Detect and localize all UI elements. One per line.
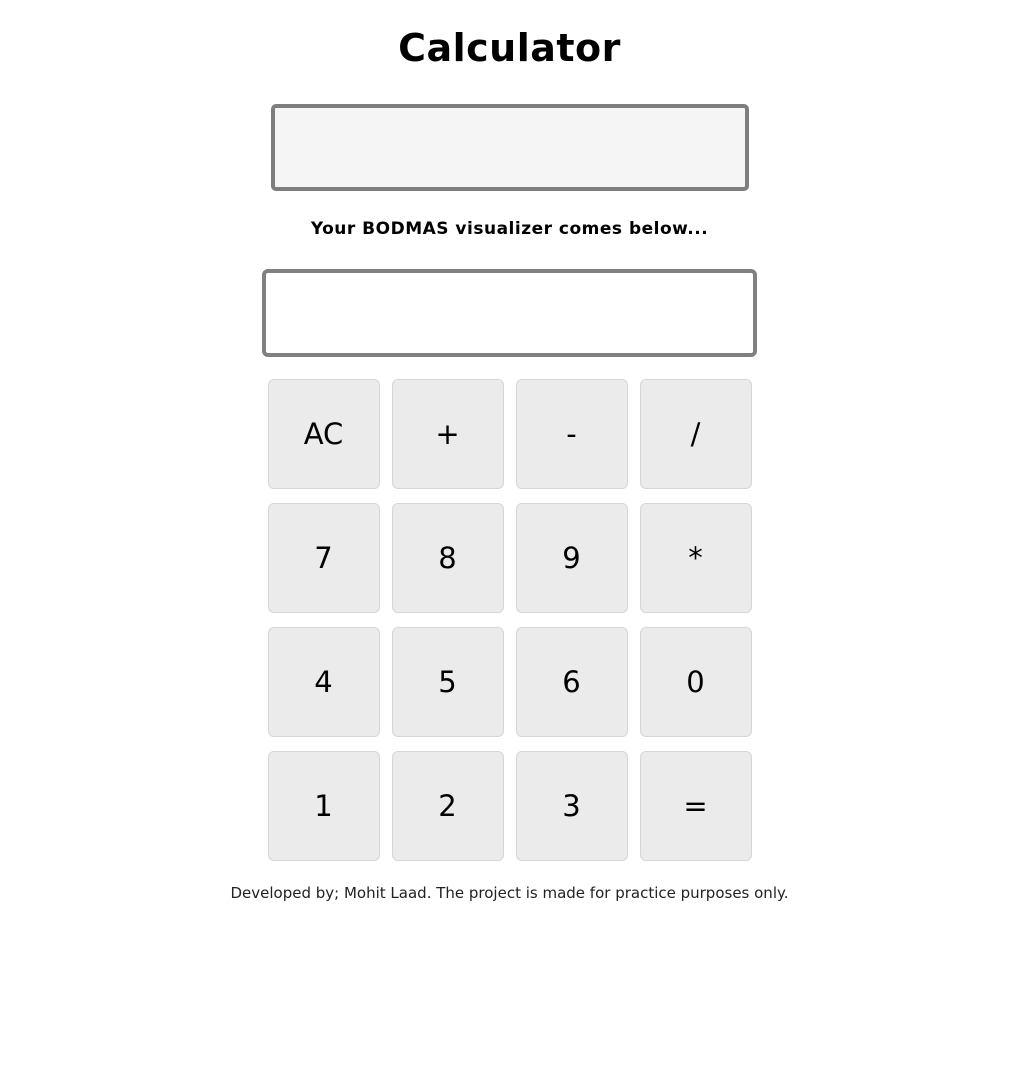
footer-credit: Developed by; Mohit Laad. The project is made for practice purposes only. bbox=[230, 884, 789, 902]
button-ac[interactable]: AC bbox=[268, 379, 380, 489]
button-8[interactable]: 8 bbox=[392, 503, 504, 613]
button-equals[interactable]: = bbox=[640, 751, 752, 861]
button-multiply[interactable]: * bbox=[640, 503, 752, 613]
button-4[interactable]: 4 bbox=[268, 627, 380, 737]
button-9[interactable]: 9 bbox=[516, 503, 628, 613]
button-1[interactable]: 1 bbox=[268, 751, 380, 861]
display-wrap bbox=[271, 104, 749, 191]
page-title: Calculator bbox=[398, 26, 621, 70]
bodmas-visualizer-box bbox=[262, 269, 757, 357]
button-5[interactable]: 5 bbox=[392, 627, 504, 737]
button-2[interactable]: 2 bbox=[392, 751, 504, 861]
button-minus[interactable]: - bbox=[516, 379, 628, 489]
bodmas-visualizer-label: Your BODMAS visualizer comes below... bbox=[310, 219, 709, 239]
button-plus[interactable]: + bbox=[392, 379, 504, 489]
button-7[interactable]: 7 bbox=[268, 503, 380, 613]
keypad bbox=[268, 379, 752, 861]
button-6[interactable]: 6 bbox=[516, 627, 628, 737]
button-0[interactable]: 0 bbox=[640, 627, 752, 737]
button-divide[interactable]: / bbox=[640, 379, 752, 489]
button-3[interactable]: 3 bbox=[516, 751, 628, 861]
calc-display-input[interactable] bbox=[271, 104, 749, 191]
